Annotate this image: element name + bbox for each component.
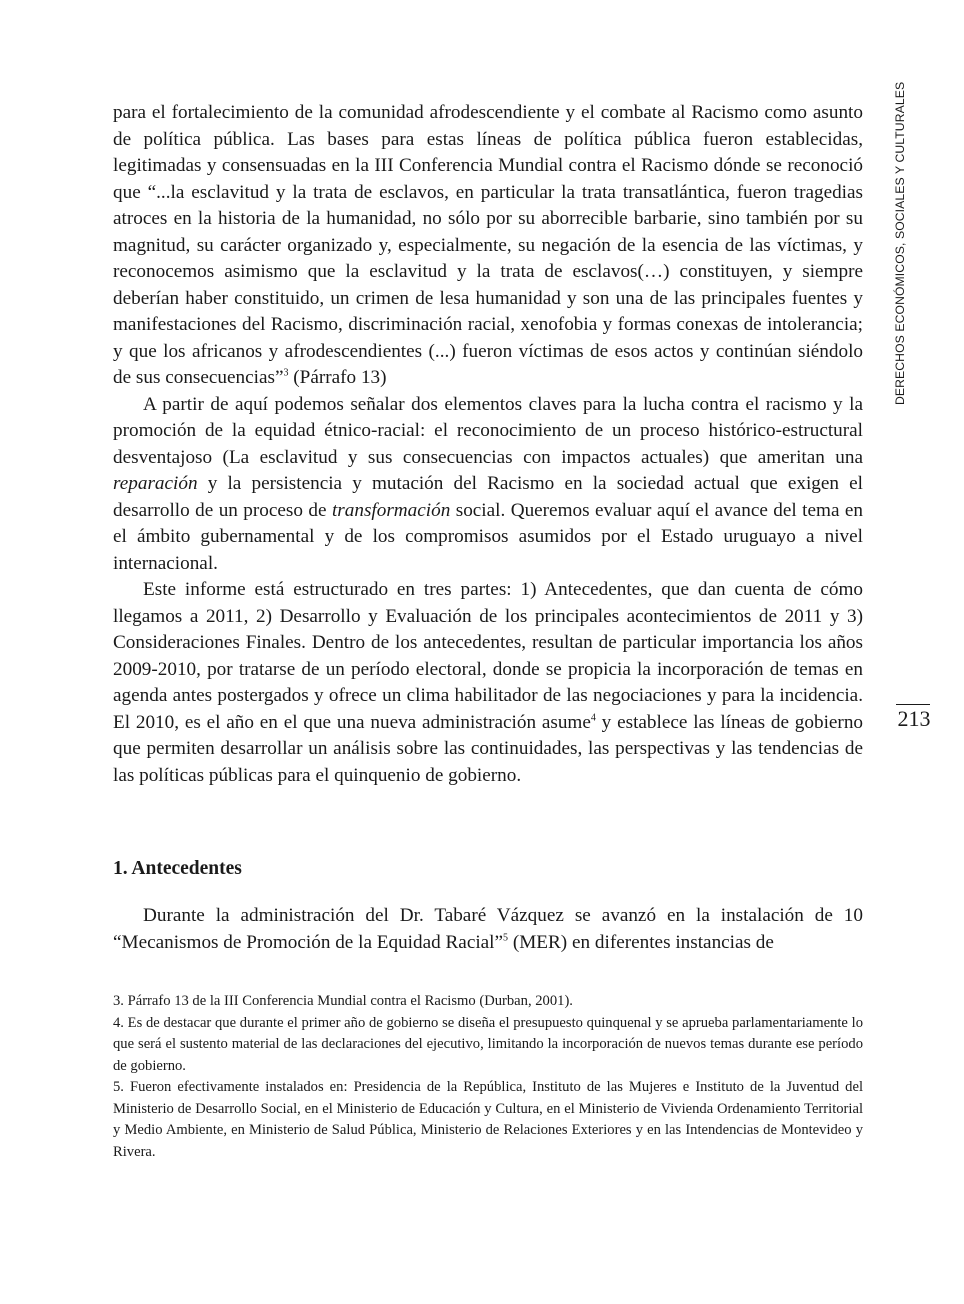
footnote-ref-3[interactable]: 3 xyxy=(283,367,289,379)
running-header-vertical: DERECHOS ECONÓMICOS, SOCIALES Y CULTURALES xyxy=(893,81,907,405)
section-heading: 1. Antecedentes xyxy=(113,858,242,879)
section-paragraph-text-b: (MER) en diferentes instancias de xyxy=(508,931,774,953)
page-number-rule xyxy=(896,704,930,705)
paragraph-2-text-a: A partir de aquí podemos señalar dos elementos claves para la lucha contra el racismo y la promoción de la equidad étnico-racial: el reconocimiento de un proceso histórico-estructural desventajoso (La esclavitud y sus consecuencias con impactos actuales) que ameritan una xyxy=(113,393,863,468)
footnote-5: 5. Fueron efectivamente instalados en: Presidencia de la República, Instituto de las Mujeres e Instituto de la Juventud del Ministerio de Desarrollo Social, en el Ministerio de Educación y Cultura, en el Ministerio de Vivienda Ordenamiento Territorial y Medio Ambiente, en Ministerio de Salud Pública, Ministerio de Relaciones Exteriores y en las Intendencias de Montevideo y Rivera. xyxy=(113,1079,863,1160)
paragraph-2-text-b: y la persistencia y mutación del Racismo en la sociedad actual que exigen el desarrollo de un proceso de xyxy=(113,473,863,521)
footnote-3: 3. Párrafo 13 de la III Conferencia Mundial contra el Racismo (Durban, 2001). xyxy=(113,993,573,1009)
emphasis-reparacion: reparación xyxy=(113,473,198,494)
body-text xyxy=(113,100,863,789)
paragraph-2-text-c: social. Queremos evaluar aquí el avance del tema en el ámbito gubernamental y de los compromisos asumidos por el Estado uruguayo a nivel internacional. xyxy=(113,499,863,574)
paragraph-3 xyxy=(113,577,863,789)
section-paragraph-text-a: Durante la administración del Dr. Tabaré Vázquez se avanzó en la instalación de 10 “Mecanismos de Promoción de la Equidad Racial” xyxy=(113,905,863,953)
emphasis-transformacion: transformación xyxy=(331,499,451,521)
paragraph-3-text-b: y establece las líneas de gobierno que permiten desarrollar un análisis sobre las continuidades, las perspectivas y las tendencias de las políticas públicas para el quinquenio de gobierno. xyxy=(113,711,864,786)
paragraph-2 xyxy=(113,392,863,578)
footnote-ref-4[interactable]: 4 xyxy=(590,712,596,724)
footnote-ref-5[interactable]: 5 xyxy=(503,932,509,944)
footnotes xyxy=(113,991,863,1163)
section-paragraph xyxy=(113,903,863,956)
paragraph-1-tail: (Párrafo 13) xyxy=(288,367,387,388)
paragraph-1 xyxy=(113,100,863,392)
paragraph-3-text-a: Este informe está estructurado en tres partes: 1) Antecedentes, que dan cuenta de cómo llegamos a 2011, 2) Desarrollo y Evaluación de los principales acontecimientos de 2011 y 3) Consideraciones Finales. Dentro de los antecedentes, resultan de particular importancia los años 2009-2010, por tratarse de un período electoral, donde se propicia la incorporación de temas en agenda antes postergados y ofrece un clima habilitador de las negociaciones y para la incidencia. El 2010, es el año en el que una nueva administración asume xyxy=(113,579,863,733)
footnote-4: 4. Es de destacar que durante el primer año de gobierno se diseña el presupuesto quinquenal y se aprueba parlamentariamente lo que será el sustento material de las declaraciones del ejecutivo, limitando la incorporación de nuevos temas durante ese período de gobierno. xyxy=(113,1014,863,1074)
page-number: 213 xyxy=(897,706,931,731)
paragraph-1-text: para el fortalecimiento de la comunidad afrodescendiente y el combate al Racismo como asunto de política pública. Las bases para estas líneas de política pública fueron establecidas, legitimadas y consensuadas en la III Conferencia Mundial contra el Racismo dónde se reconoció que “...la esclavitud y la trata de esclavos, en particular la trata transatlántica, fueron tragedias atroces en la historia de la humanidad, no sólo por su aborrecible barbarie, sino también por su magnitud, su carácter organizado y, especialmente, su negación de la esencia de las víctimas, y reconocemos asimismo que la esclavitud y la trata de esclavos(…) constituyen, y siempre deberían haber constituido, un crimen de lesa humanidad y son una de las principales fuentes y manifestaciones del Racismo, discriminación racial, xenofobia y formas conexas de intolerancia; y que los africanos y afrodescendientes (...) fueron víctimas de esos actos y continúan siéndolo de sus consecuencias” xyxy=(113,102,863,388)
